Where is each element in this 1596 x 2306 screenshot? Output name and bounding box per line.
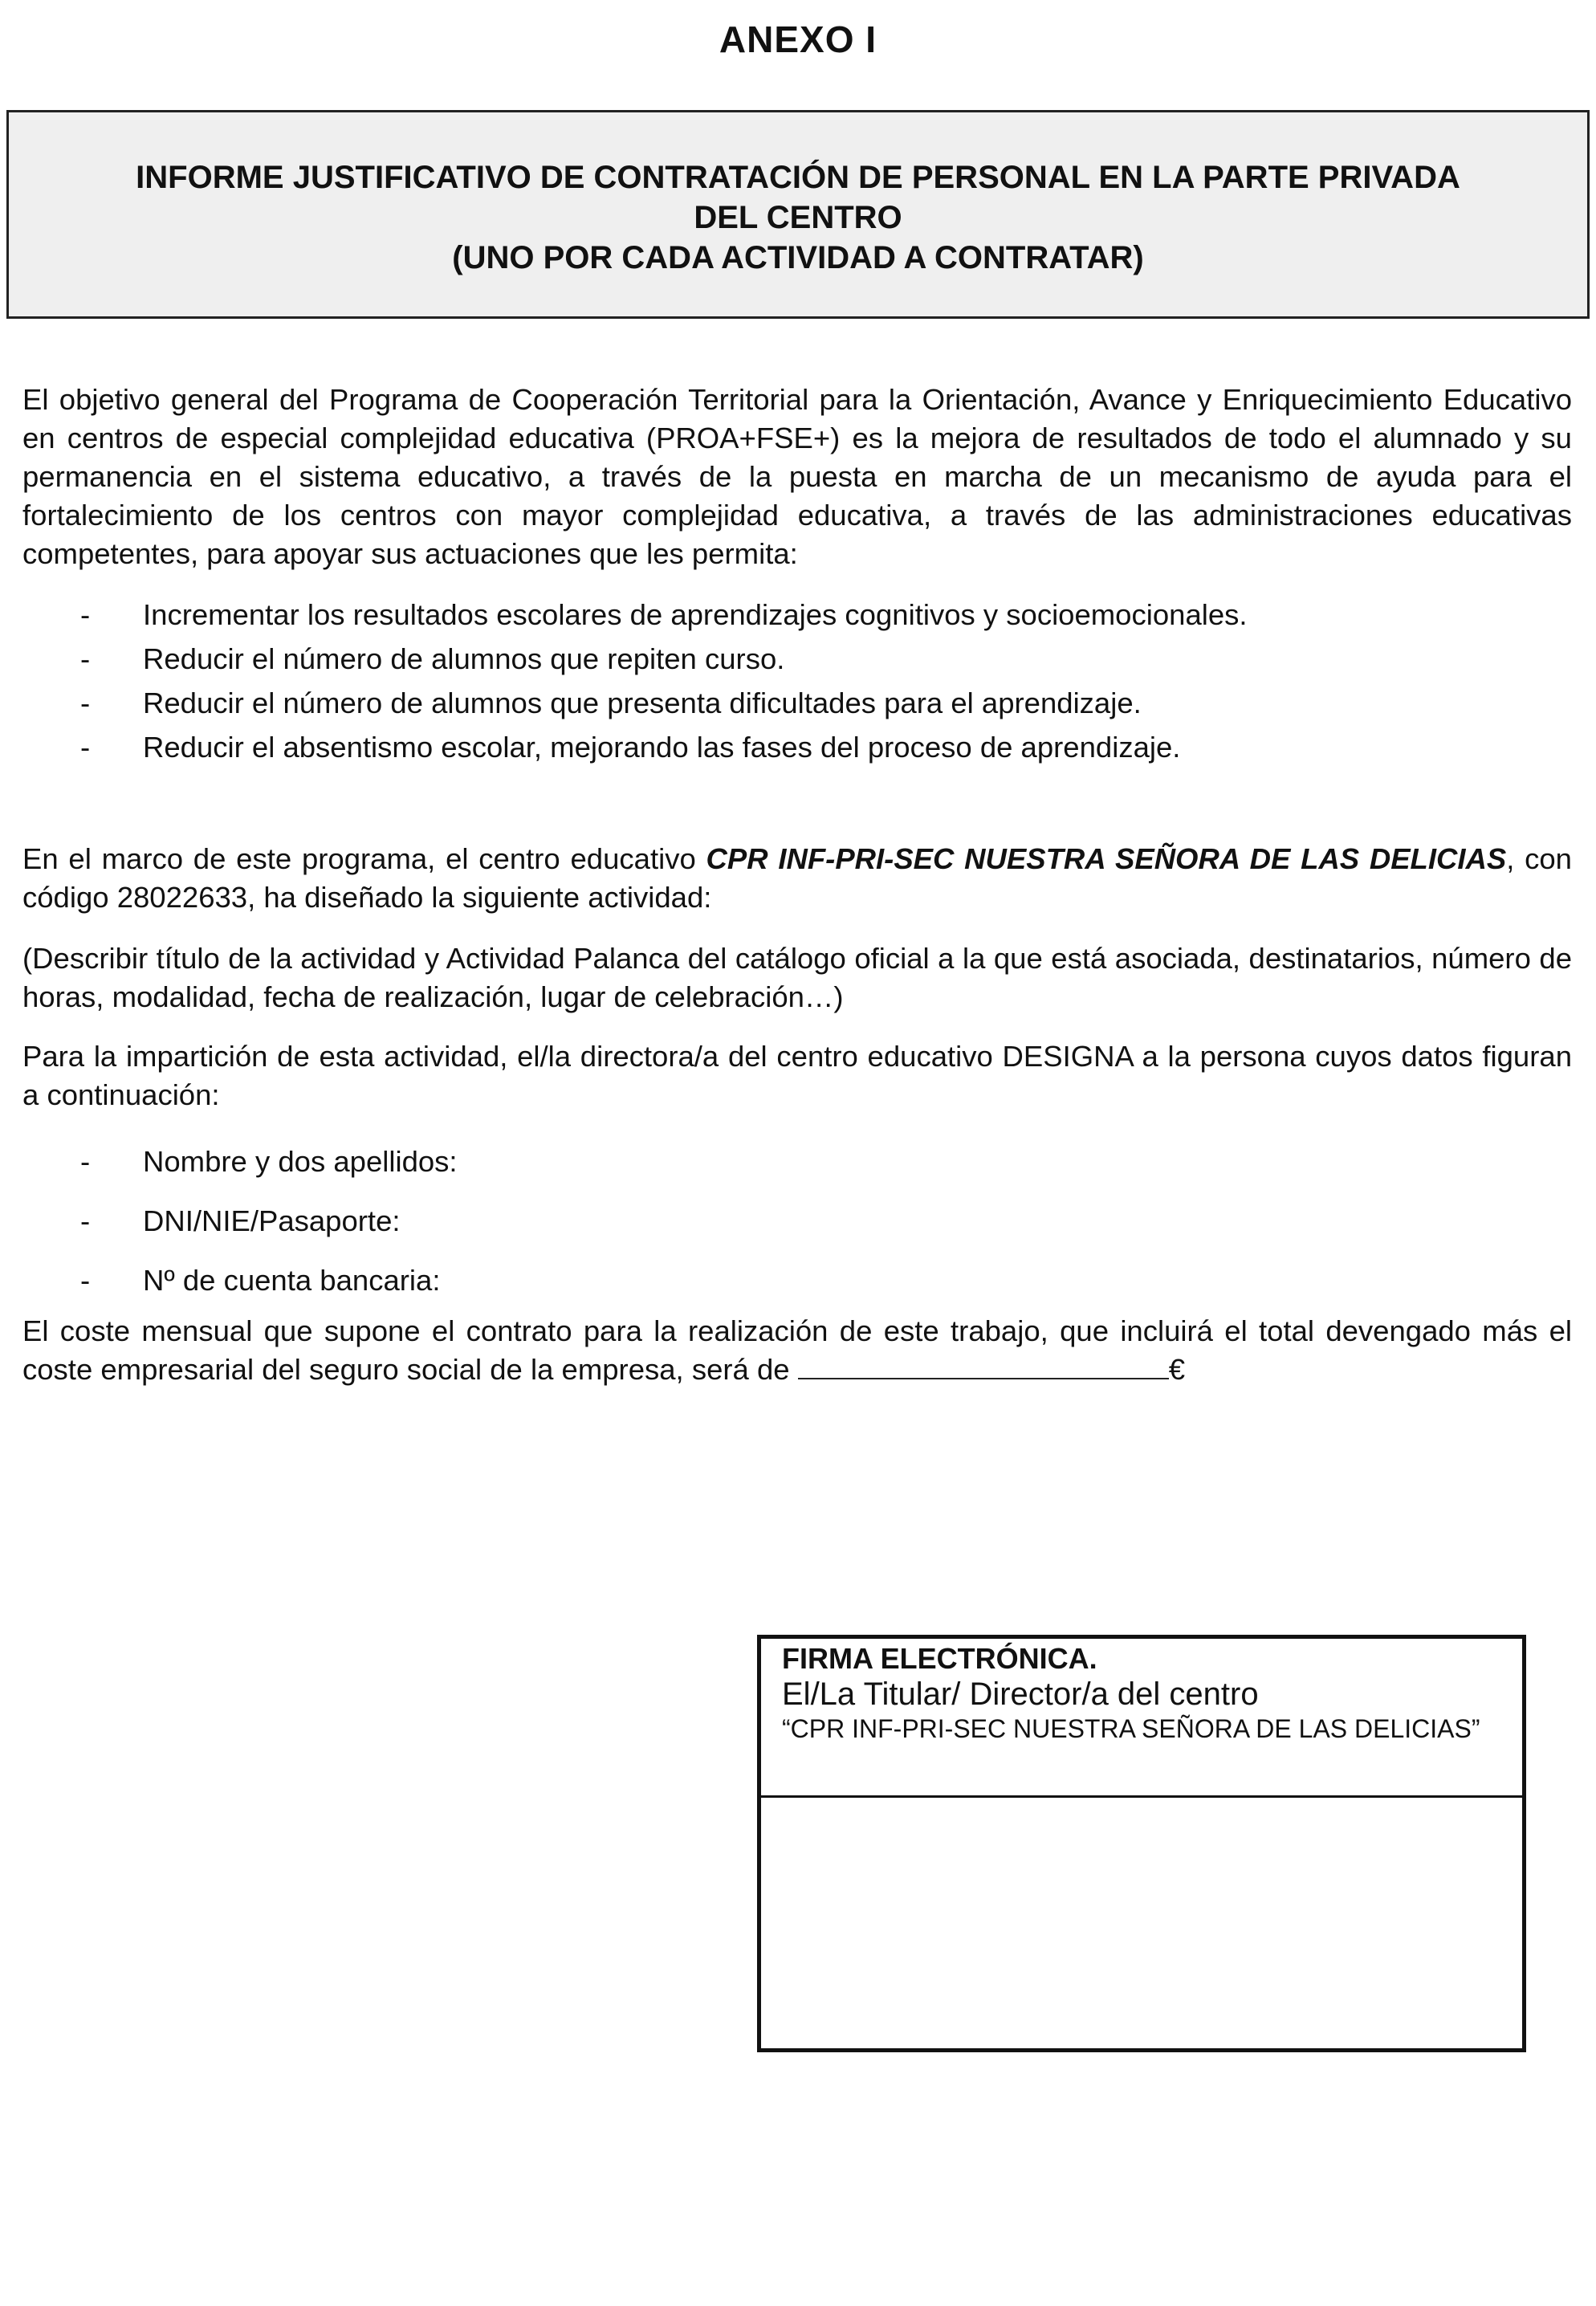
program-frame-paragraph (22, 840, 1572, 917)
activity-description: (Describir título de la actividad y Actividad Palanca del catálogo oficial a la que está asociada, destinatarios, número de horas, modalidad, fecha de realización, lugar de celebración…) (22, 942, 1572, 1013)
center-name: CPR INF-PRI-SEC NUESTRA SEÑORA DE LAS DELICIAS (706, 842, 1507, 875)
signature-header (761, 1639, 1522, 1798)
report-title-line-2: DEL CENTRO (694, 200, 902, 235)
list-item (22, 725, 1572, 769)
frame-prefix: En el marco de este programa, el centro educativo (22, 842, 706, 875)
objective-text: Incrementar los resultados escolares de aprendizajes cognitivos y socioemocionales. (143, 598, 1248, 631)
objective-text: Reducir el número de alumnos que presenta dificultades para el aprendizaje. (143, 687, 1142, 719)
dash-bullet: - (80, 1264, 91, 1297)
signature-box (757, 1635, 1526, 2052)
list-item (22, 637, 1572, 681)
annex-title: ANEXO I (719, 18, 877, 60)
designation-paragraph: Para la impartición de esta actividad, el/la directora/a del centro educativo DESIGNA a la persona cuyos datos figuran a continuación: (22, 1040, 1572, 1111)
intro-paragraph: El objetivo general del Programa de Cooperación Territorial para la Orientación, Avance y Enriquecimiento Educativo en centros de especial complejidad educativa (PROA+FSE+) es la mejora de resultados de todo el alumnado y su permanencia en el sistema educativo, a través de la puesta en marcha de un mecanismo de ayuda para el fortalecimiento de los centros con mayor complejidad educativa, a través de las administraciones educativas competentes, para apoyar sus actuaciones que les permita: (22, 383, 1572, 570)
report-title-line-3: (UNO POR CADA ACTIVIDAD A CONTRATAR) (452, 240, 1144, 275)
cost-text: El coste mensual que supone el contrato para la realización de este trabajo, que incluirá el total devengado más el coste empresarial del seguro social de la empresa, será de (22, 1314, 1572, 1386)
objective-text: Reducir el absentismo escolar, mejorando las fases del proceso de aprendizaje. (143, 731, 1181, 764)
signature-title: FIRMA ELECTRÓNICA. (782, 1642, 1097, 1675)
signature-area[interactable] (761, 1798, 1522, 2048)
field-label-bank-account: Nº de cuenta bancaria: (143, 1264, 441, 1297)
list-item (22, 1192, 1572, 1251)
list-item (22, 681, 1572, 725)
dash-bullet: - (80, 687, 91, 719)
signature-role: El/La Titular/ Director/a del centro (782, 1677, 1259, 1712)
dash-bullet: - (80, 1204, 91, 1237)
dash-bullet: - (80, 642, 91, 675)
objective-text: Reducir el número de alumnos que repiten curso. (143, 642, 785, 675)
cost-amount-blank[interactable] (798, 1354, 1169, 1379)
dash-bullet: - (80, 1145, 91, 1178)
dash-bullet: - (80, 731, 91, 764)
frame-suffix: , con código 28022633, ha diseñado la siguiente actividad: (22, 842, 1572, 914)
signature-center-name: “CPR INF-PRI-SEC NUESTRA SEÑORA DE LAS DELICIAS” (782, 1714, 1480, 1743)
report-title-line-1: INFORME JUSTIFICATIVO DE CONTRATACIÓN DE PERSONAL EN LA PARTE PRIVADA (136, 160, 1460, 195)
objectives-list (22, 593, 1572, 769)
person-data-list (22, 1132, 1572, 1310)
dash-bullet: - (80, 598, 91, 631)
currency-symbol: € (1168, 1353, 1186, 1386)
field-label-id: DNI/NIE/Pasaporte: (143, 1204, 401, 1237)
list-item (22, 1132, 1572, 1192)
list-item (22, 1251, 1572, 1310)
field-label-name: Nombre y dos apellidos: (143, 1145, 458, 1178)
cost-paragraph (22, 1312, 1572, 1389)
report-header-box (6, 110, 1590, 319)
list-item (22, 593, 1572, 637)
